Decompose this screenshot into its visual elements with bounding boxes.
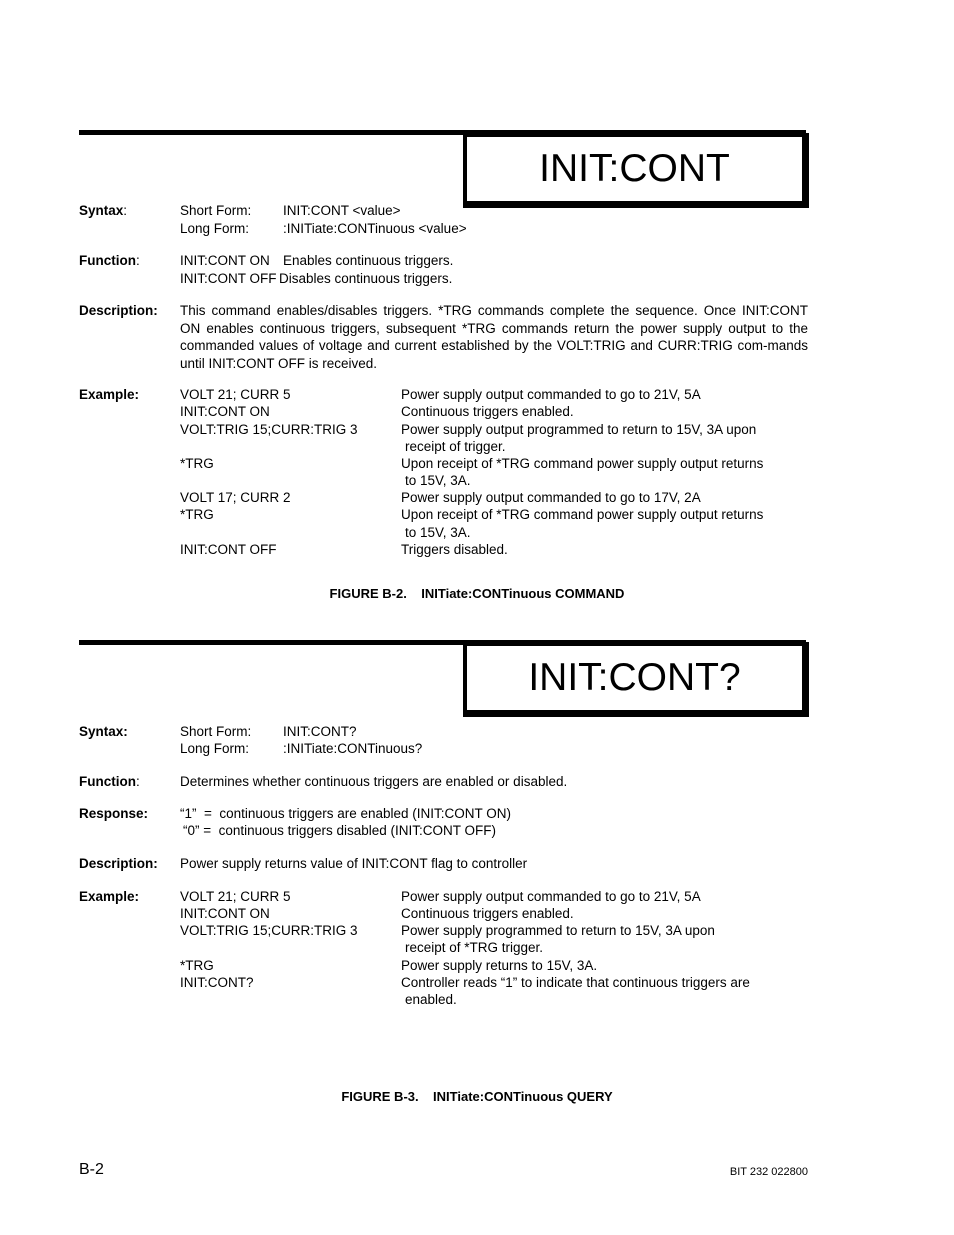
- function-desc: Disables continuous triggers.: [279, 271, 453, 286]
- function-desc: Determines whether continuous triggers are enabled or disabled.: [180, 774, 568, 789]
- example-description: Power supply programmed to return to 15V, 3A upon: [401, 923, 715, 938]
- response-label: Response:: [79, 806, 149, 821]
- example-command: *TRG: [180, 958, 214, 973]
- command-title-box: [463, 133, 809, 208]
- long-form-value: :INITiate:CONTinuous?: [283, 741, 423, 756]
- function-cmd: INIT:CONT OFF: [180, 271, 277, 286]
- description-text: This command enables/disables triggers. *TRG commands complete the sequence. Once INIT:CONT ON enables continuous triggers, subsequent *TRG commands return the power supply output to the commanded values of voltage and current established by the VOLT:TRIG and CURR:TRIG com-mands until INIT:CONT OFF is received.: [180, 303, 808, 371]
- description-label: Description:: [79, 303, 158, 318]
- function-label: Function:: [79, 774, 140, 789]
- response-line: “0” = continuous triggers disabled (INIT:CONT OFF): [183, 823, 496, 838]
- command-title: INIT:CONT: [539, 147, 730, 190]
- command-title: INIT:CONT?: [528, 656, 741, 699]
- long-form-label: Long Form:: [180, 741, 250, 756]
- short-form-label: Short Form:: [180, 203, 252, 218]
- page-number: B-2: [79, 1161, 104, 1178]
- example-description: Power supply output commanded to go to 21V, 5A: [401, 387, 701, 402]
- example-command: *TRG: [180, 507, 214, 522]
- example-description: Continuous triggers enabled.: [401, 906, 574, 921]
- command-title-box: [463, 642, 809, 717]
- example-label: Example:: [79, 387, 140, 402]
- example-description-cont: to 15V, 3A.: [405, 525, 471, 540]
- example-description-cont: to 15V, 3A.: [405, 473, 471, 488]
- example-description-cont: receipt of *TRG trigger.: [405, 940, 544, 955]
- example-description: Power supply output commanded to go to 17V, 2A: [401, 490, 701, 505]
- example-command: INIT:CONT OFF: [180, 542, 277, 557]
- function-desc: Enables continuous triggers.: [283, 253, 454, 268]
- example-description: Continuous triggers enabled.: [401, 404, 574, 419]
- example-command: VOLT:TRIG 15;CURR:TRIG 3: [180, 923, 358, 938]
- example-command: VOLT 17; CURR 2: [180, 490, 291, 505]
- response-line: “1” = continuous triggers are enabled (INIT:CONT ON): [180, 806, 512, 821]
- short-form-value: INIT:CONT <value>: [283, 203, 401, 218]
- syntax-label: Syntax:: [79, 724, 128, 739]
- example-description-cont: receipt of trigger.: [405, 439, 506, 454]
- example-command: VOLT:TRIG 15;CURR:TRIG 3: [180, 422, 358, 437]
- example-description-cont: enabled.: [405, 992, 457, 1007]
- syntax-label: Syntax:: [79, 203, 128, 218]
- example-label: Example:: [79, 889, 140, 904]
- example-command: INIT:CONT ON: [180, 906, 270, 921]
- document-id: BIT 232 022800: [729, 1166, 808, 1178]
- example-description: Triggers disabled.: [401, 542, 508, 557]
- function-label: Function:: [79, 253, 140, 268]
- example-description: Upon receipt of *TRG command power supply output returns: [401, 507, 764, 522]
- function-cmd: INIT:CONT ON: [180, 253, 270, 268]
- description-text: Power supply returns value of INIT:CONT flag to controller: [180, 856, 528, 871]
- short-form-value: INIT:CONT?: [283, 724, 357, 739]
- example-command: VOLT 21; CURR 5: [180, 387, 291, 402]
- figure-caption: FIGURE B-3. INITiate:CONTinuous QUERY: [341, 1089, 613, 1104]
- example-description: Upon receipt of *TRG command power supply output returns: [401, 456, 764, 471]
- example-description: Power supply returns to 15V, 3A.: [401, 958, 598, 973]
- long-form-value: :INITiate:CONTinuous <value>: [283, 221, 467, 236]
- short-form-label: Short Form:: [180, 724, 252, 739]
- example-description: Power supply output programmed to return to 15V, 3A upon: [401, 422, 757, 437]
- example-command: INIT:CONT ON: [180, 404, 270, 419]
- figure-caption: FIGURE B-2. INITiate:CONTinuous COMMAND: [329, 586, 625, 601]
- description-label: Description:: [79, 856, 158, 871]
- long-form-label: Long Form:: [180, 221, 250, 236]
- example-command: VOLT 21; CURR 5: [180, 889, 291, 904]
- example-description: Power supply output commanded to go to 21V, 5A: [401, 889, 701, 904]
- example-description: Controller reads “1” to indicate that continuous triggers are: [401, 975, 750, 990]
- example-command: *TRG: [180, 456, 214, 471]
- example-command: INIT:CONT?: [180, 975, 254, 990]
